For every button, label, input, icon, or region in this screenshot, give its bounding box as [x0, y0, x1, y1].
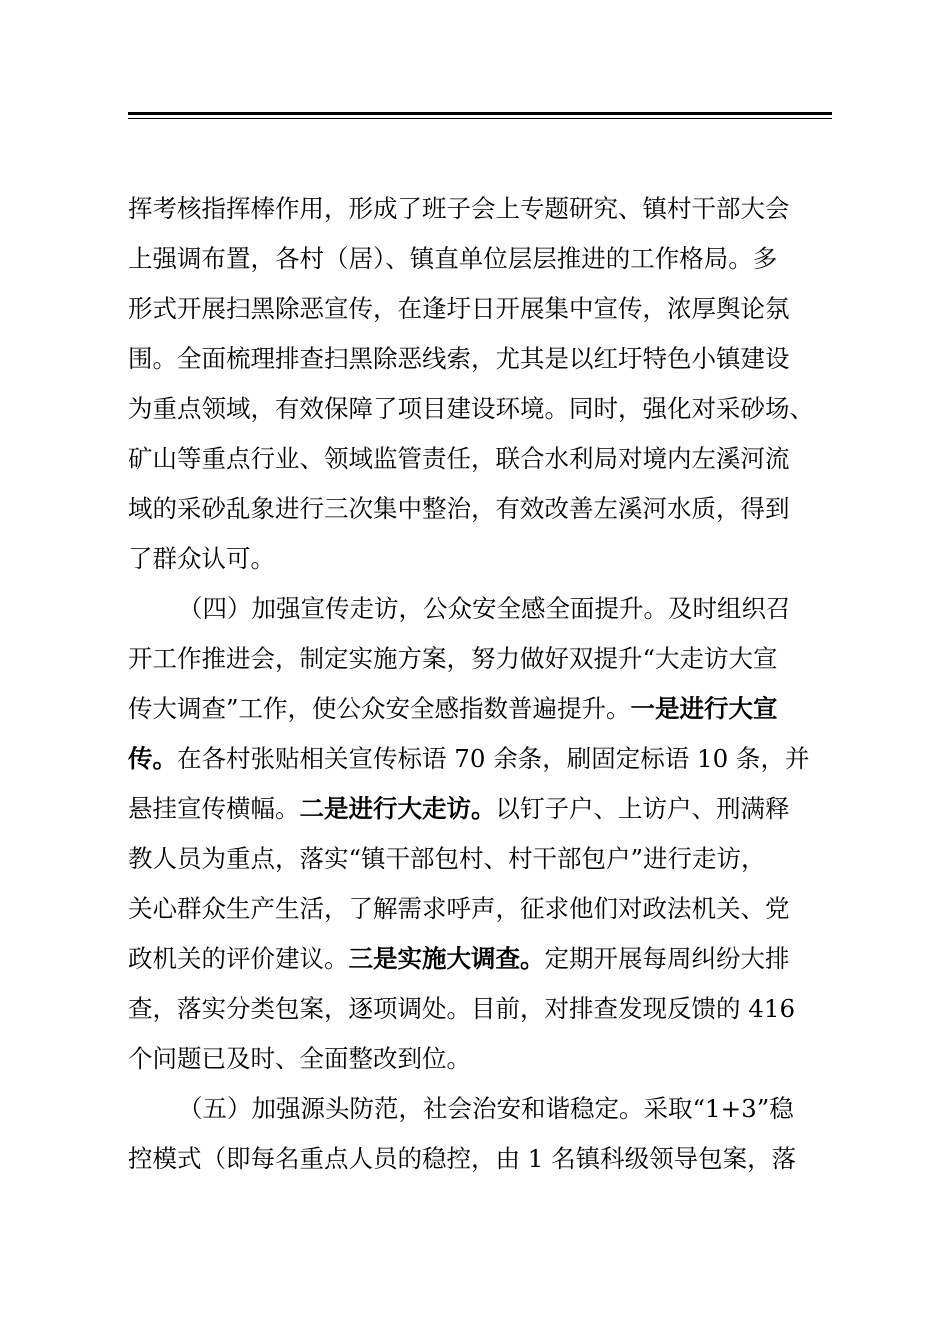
bold-text-run: 一是进行大宣: [630, 694, 778, 723]
header-rule-thin: [128, 118, 832, 119]
text-line: [128, 434, 790, 484]
text-run: 悬挂宣传横幅。: [128, 794, 300, 823]
text-line: [128, 534, 275, 584]
text-line: [128, 234, 777, 284]
text-run: （五）加强源头防范，社会治安和谐稳定。采取“1+3”稳: [178, 1094, 794, 1123]
text-line: [128, 784, 790, 834]
text-line: [178, 1084, 794, 1134]
text-line: [128, 334, 790, 384]
text-line: [128, 484, 790, 534]
text-line: [128, 984, 795, 1034]
text-run: 定期开展每周纠纷大排: [544, 944, 790, 973]
text-run: 形式开展扫黑除恶宣传，在逢圩日开展集中宣传，浓厚舆论氛: [128, 294, 790, 323]
text-line: [128, 934, 790, 984]
text-run: 教人员为重点，落实“镇干部包村、村干部包户”进行走访，: [128, 844, 766, 873]
text-line: [128, 834, 766, 884]
text-run: 政机关的评价建议。: [128, 944, 349, 973]
text-line: [128, 284, 790, 334]
text-run: 域的采砂乱象进行三次集中整治，有效改善左溪河水质，得到: [128, 494, 790, 523]
text-run: 在各村张贴相关宣传标语 70 余条，刷固定标语 10 条，并: [177, 744, 810, 773]
text-run: 矿山等重点行业、领域监管责任，联合水利局对境内左溪河流: [128, 444, 790, 473]
bold-text-run: 二是进行大走访。: [299, 794, 496, 823]
text-run: 查，落实分类包案，逐项调处。目前，对排查发现反馈的 416: [128, 994, 796, 1023]
text-line: [128, 734, 810, 784]
bold-text-run: 三是实施大调查。: [348, 944, 545, 973]
text-run: 控模式（即每名重点人员的稳控，由 1 名镇科级领导包案，落: [128, 1144, 797, 1173]
header-rule-thick: [128, 112, 832, 115]
text-run: 以钉子户、上访户、刑满释: [495, 794, 790, 823]
text-run: 挥考核指挥棒作用，形成了班子会上专题研究、镇村干部大会: [128, 194, 790, 223]
text-run: 开工作推进会，制定实施方案，努力做好双提升“大走访大宣: [128, 644, 778, 673]
text-line: [128, 184, 790, 234]
bold-text-run: 传。: [128, 744, 177, 773]
text-run: 上强调布置，各村（居）、镇直单位层层推进的工作格局。多: [128, 244, 778, 273]
text-line: [128, 684, 778, 734]
text-line: [128, 1034, 471, 1084]
text-line: [128, 384, 814, 434]
text-run: 关心群众生产生活，了解需求呼声，征求他们对政法机关、党: [128, 894, 790, 923]
text-line: [128, 884, 790, 934]
text-run: 个问题已及时、全面整改到位。: [128, 1044, 471, 1073]
text-run: 传大调查”工作，使公众安全感指数普遍提升。: [128, 694, 631, 723]
text-line: [128, 634, 778, 684]
text-run: （四）加强宣传走访，公众安全感全面提升。及时组织召: [178, 594, 791, 623]
text-line: [178, 584, 791, 634]
text-line: [128, 1134, 796, 1184]
text-run: 了群众认可。: [128, 544, 275, 573]
text-run: 围。全面梳理排查扫黑除恶线索，尤其是以红圩特色小镇建设: [128, 344, 790, 373]
text-run: 为重点领域，有效保障了项目建设环境。同时，强化对采砂场、: [128, 394, 814, 423]
